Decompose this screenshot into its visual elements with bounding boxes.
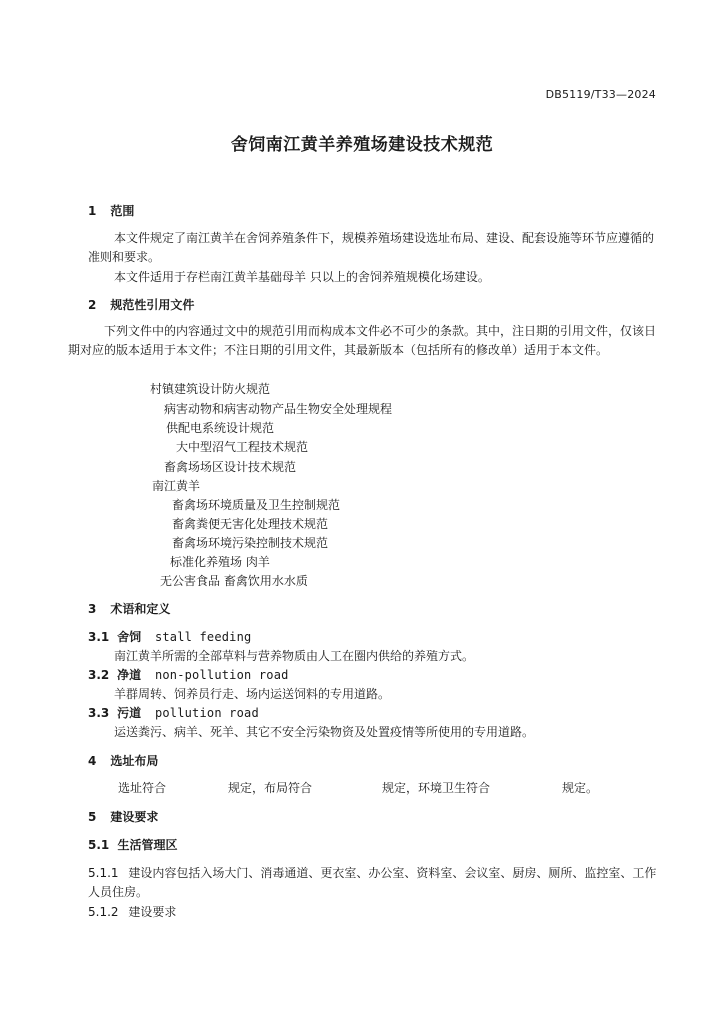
reference-item: 村镇建筑设计防火规范	[150, 382, 271, 396]
reference-item: 畜禽场环境污染控制技术规范	[172, 536, 329, 550]
layout-text-part: 规定。	[562, 781, 599, 795]
reference-item: 大中型沼气工程技术规范	[176, 440, 309, 454]
item-text: 建设内容包括入场大门、消毒通道、更衣室、办公室、资料室、会议室、厨房、厕所、监控室、工作人员住房。	[88, 866, 657, 899]
section-title: 建设要求	[110, 810, 159, 824]
reference-item: 畜禽场场区设计技术规范	[164, 460, 297, 474]
item-5-1-2	[88, 903, 176, 921]
section-3-heading	[88, 600, 170, 618]
reference-item: 畜禽场环境质量及卫生控制规范	[172, 498, 341, 512]
term-3-2	[88, 666, 289, 684]
term-definition: 南江黄羊所需的全部草料与营养物质由人工在圈内供给的养殖方式。	[114, 649, 475, 663]
section-title: 术语和定义	[110, 602, 171, 616]
reference-item: 标准化养殖场 肉羊	[170, 555, 270, 569]
term-chinese: 污道	[117, 706, 142, 720]
layout-text-part: 选址符合	[118, 781, 167, 795]
term-chinese: 净道	[117, 668, 142, 682]
term-english: non-pollution road	[154, 668, 289, 682]
section-5-heading	[88, 808, 158, 826]
term-3-3	[88, 704, 259, 722]
section-number: 1	[88, 204, 97, 218]
page-title: 舍饲南江黄羊养殖场建设技术规范	[230, 135, 494, 155]
section-2-heading	[88, 296, 194, 314]
layout-text-part: 规定，布局符合	[228, 781, 313, 795]
reference-item: 畜禽粪便无害化处理技术规范	[172, 517, 329, 531]
subsection-5-1-heading	[88, 836, 177, 854]
reference-item: 供配电系统设计规范	[166, 421, 275, 435]
term-3-1	[88, 628, 251, 646]
scope-paragraph-1: 本文件规定了南江黄羊在舍饲养殖条件下，规模养殖场建设选址布局、建设、配套设施等环节应遵循的准则和要求。	[88, 231, 655, 264]
item-number: 5.1.2	[88, 905, 119, 919]
reference-item: 南江黄羊	[152, 479, 201, 493]
subsection-number: 5.1	[88, 838, 110, 852]
section-title: 范围	[110, 204, 135, 218]
item-text: 建设要求	[128, 905, 177, 919]
term-chinese: 舍饲	[117, 630, 142, 644]
references-intro: 下列文件中的内容通过文中的规范引用而构成本文件必不可少的条款。其中，注日期的引用文件，仅该日期对应的版本适用于本文件；不注日期的引用文件，其最新版本（包括所有的修改单）适用于本文件。	[68, 324, 657, 357]
reference-item: 无公害食品 畜禽饮用水水质	[160, 574, 308, 588]
section-number: 2	[88, 298, 97, 312]
term-english: stall feeding	[154, 630, 252, 644]
layout-text-part: 规定，环境卫生符合	[382, 781, 491, 795]
section-4-heading	[88, 752, 158, 770]
section-number: 5	[88, 810, 97, 824]
term-english: pollution road	[154, 706, 259, 720]
scope-paragraph-2: 本文件适用于存栏南江黄羊基础母羊 只以上的舍饲养殖规模化场建设。	[114, 270, 490, 284]
term-number: 3.3	[88, 706, 110, 720]
term-number: 3.2	[88, 668, 110, 682]
document-code: DB5119/T33—2024	[545, 88, 656, 101]
section-title: 规范性引用文件	[110, 298, 195, 312]
section-1-heading	[88, 202, 134, 220]
section-title: 选址布局	[110, 754, 159, 768]
term-number: 3.1	[88, 630, 110, 644]
item-5-1-1	[88, 864, 660, 902]
subsection-title: 生活管理区	[117, 838, 178, 852]
term-definition: 羊群周转、饲养员行走、场内运送饲料的专用道路。	[114, 687, 391, 701]
item-number: 5.1.1	[88, 866, 119, 880]
reference-item: 病害动物和病害动物产品生物安全处理规程	[164, 402, 393, 416]
section-number: 3	[88, 602, 97, 616]
section-number: 4	[88, 754, 97, 768]
term-definition: 运送粪污、病羊、死羊、其它不安全污染物资及处置疫情等所使用的专用道路。	[114, 725, 535, 739]
